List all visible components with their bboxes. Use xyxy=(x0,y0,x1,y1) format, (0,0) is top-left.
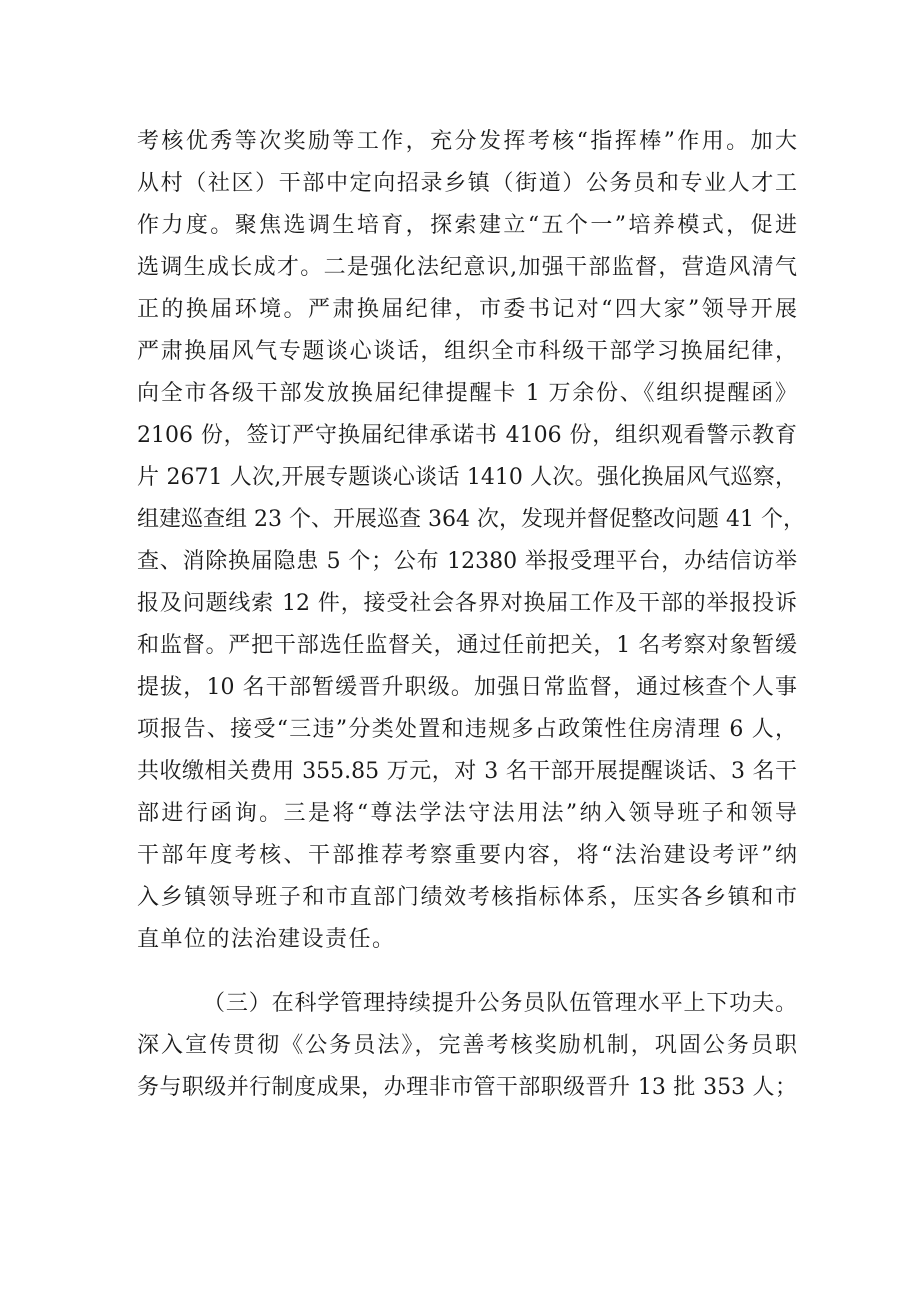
text-line: 正的换届环境。严肃换届纪律，市委书记对“四大家”领导开展 xyxy=(137,297,797,322)
text-line: 从村（社区）干部中定向招录乡镇（街道）公务员和专业人才工 xyxy=(137,171,797,196)
text-line: 作力度。聚焦选调生培育，探索建立“五个一”培养模式，促进 xyxy=(137,213,797,238)
text-line: 入乡镇领导班子和市直部门绩效考核指标体系，压实各乡镇和市 xyxy=(137,885,797,910)
text-line: 共收缴相关费用 355.85 万元，对 3 名干部开展提醒谈话、3 名干 xyxy=(137,759,797,784)
paragraph-1 xyxy=(137,121,805,961)
text-line: 选调生成长成才。二是强化法纪意识,加强干部监督，营造风清气 xyxy=(137,255,797,280)
text-line: 查、消除换届隐患 5 个；公布 12380 举报受理平台，办结信访举 xyxy=(137,549,797,574)
text-line: 向全市各级干部发放换届纪律提醒卡 1 万余份、《组织提醒函》 xyxy=(137,381,797,406)
text-line: 干部年度考核、干部推荐考察重要内容，将“法治建设考评”纳 xyxy=(137,843,797,868)
section-heading-line: （三）在科学管理持续提升公务员队伍管理水平上下功夫。 xyxy=(203,991,797,1016)
text-line: 务与职级并行制度成果，办理非市管干部职级晋升 13 批 353 人； xyxy=(137,1075,797,1100)
text-line: 提拔，10 名干部暂缓晋升职级。加强日常监督，通过核查个人事 xyxy=(137,675,797,700)
text-line: 部进行函询。三是将“尊法学法守法用法”纳入领导班子和领导 xyxy=(137,801,797,826)
text-line: 项报告、接受“三违”分类处置和违规多占政策性住房清理 6 人， xyxy=(137,717,797,742)
text-line: 和监督。严把干部选任监督关，通过任前把关，1 名考察对象暂缓 xyxy=(137,633,797,658)
text-line: 报及问题线索 12 件，接受社会各界对换届工作及干部的举报投诉 xyxy=(137,591,797,616)
text-line: 考核优秀等次奖励等工作，充分发挥考核“指挥棒”作用。加大 xyxy=(137,129,797,154)
text-line: 组建巡查组 23 个、开展巡查 364 次，发现并督促整改问题 41 个， xyxy=(137,507,805,532)
paragraph-2 xyxy=(137,983,797,1109)
text-line: 片 2671 人次,开展专题谈心谈话 1410 人次。强化换届风气巡察， xyxy=(137,465,797,490)
text-line: 严肃换届风气专题谈心谈话，组织全市科级干部学习换届纪律， xyxy=(137,339,797,364)
text-line: 2106 份，签订严守换届纪律承诺书 4106 份，组织观看警示教育 xyxy=(137,423,797,448)
text-line: 深入宣传贯彻《公务员法》，完善考核奖励机制，巩固公务员职 xyxy=(137,1033,797,1058)
text-line-last: 直单位的法治建设责任。 xyxy=(137,927,396,952)
document-body xyxy=(137,121,805,1109)
